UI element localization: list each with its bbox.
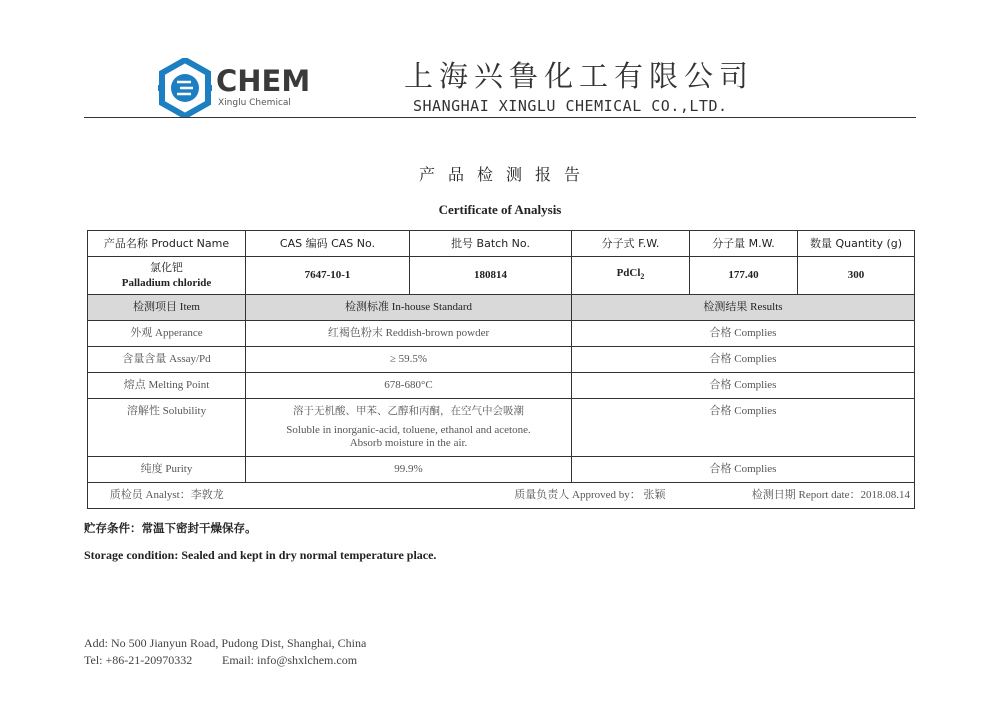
analyst-label: 质检员 Analyst：李敦龙 <box>88 483 246 509</box>
product-name-cell <box>88 257 246 295</box>
company-name-en: SHANGHAI XINGLU CHEMICAL CO.,LTD. <box>413 97 728 115</box>
formula-value <box>572 257 690 295</box>
solubility-en-2: Absorb moisture in the air. <box>349 437 468 449</box>
product-header-row <box>88 231 915 257</box>
header-cas: CAS 编码 CAS No. <box>246 231 410 257</box>
batch-value: 180814 <box>410 257 572 295</box>
result-appearance: 合格 Complies <box>572 321 915 347</box>
footer-email: Email: info@shxlchem.com <box>222 653 358 667</box>
item-solubility: 溶解性 Solubility <box>88 399 246 457</box>
result-melting-point: 合格 Complies <box>572 373 915 399</box>
test-header-row <box>88 295 915 321</box>
standard-melting-point: 678-680°C <box>246 373 572 399</box>
footer-address: Add: No 500 Jianyun Road, Pudong Dist, Shanghai, China <box>84 636 367 650</box>
product-name-en: Palladium chloride <box>121 277 212 289</box>
standard-assay: ≥ 59.5% <box>246 347 572 373</box>
company-logo-icon <box>158 58 212 118</box>
report-date-label: 检测日期 Report date：2018.08.14 <box>690 483 915 509</box>
report-title-en: Certificate of Analysis <box>438 202 562 217</box>
approved-label: 质量负责人 Approved by： 张颖 <box>246 483 690 509</box>
footer-phone-email <box>84 652 366 669</box>
formula-subscript: 2 <box>640 272 645 282</box>
cas-value: 7647-10-1 <box>246 257 410 295</box>
standard-solubility <box>246 399 572 457</box>
standard-appearance: 红褐色粉末 Reddish-brown powder <box>246 321 572 347</box>
analysis-table <box>87 230 915 509</box>
product-values-row <box>88 257 915 295</box>
header-standard: 检测标准 In-house Standard <box>246 295 572 321</box>
storage-condition-cn: 贮存条件：常温下密封干燥保存。 <box>84 521 257 535</box>
item-melting-point: 熔点 Melting Point <box>88 373 246 399</box>
header-results: 检测结果 Results <box>572 295 915 321</box>
result-assay: 合格 Complies <box>572 347 915 373</box>
table-row <box>88 347 915 373</box>
item-appearance: 外观 Apperance <box>88 321 246 347</box>
storage-condition-en: Storage condition: Sealed and kept in dry normal temperature place. <box>84 548 437 562</box>
quantity-value: 300 <box>798 257 915 295</box>
solubility-en-1: Soluble in inorganic-acid, toluene, ethanol and acetone. <box>286 424 531 436</box>
logo-subtitle: Xinglu Chemical <box>218 98 291 108</box>
result-purity: 合格 Complies <box>572 457 915 483</box>
header-item: 检测项目 Item <box>88 295 246 321</box>
formula-main: PdCl <box>616 267 641 280</box>
header-mw: 分子量 M.W. <box>690 231 798 257</box>
signature-row <box>88 483 915 509</box>
table-row <box>88 399 915 457</box>
solubility-cn: 溶于无机酸、甲苯、乙醇和丙酮，在空气中会吸潮 <box>293 405 524 417</box>
item-purity: 纯度 Purity <box>88 457 246 483</box>
company-name-cn: 上海兴鲁化工有限公司 <box>404 59 755 93</box>
header-product-name: 产品名称 Product Name <box>88 231 246 257</box>
footer-tel: Tel: +86-21-20970332 <box>84 653 193 667</box>
item-assay: 含量含量 Assay/Pd <box>88 347 246 373</box>
table-row <box>88 373 915 399</box>
result-solubility: 合格 Complies <box>572 399 915 457</box>
header-batch: 批号 Batch No. <box>410 231 572 257</box>
table-row <box>88 457 915 483</box>
header-formula: 分子式 F.W. <box>572 231 690 257</box>
table-row <box>88 321 915 347</box>
mw-value: 177.40 <box>690 257 798 295</box>
header-divider <box>84 117 916 118</box>
product-name-cn: 氯化钯 <box>150 261 183 274</box>
logo-wordmark: CHEM <box>216 64 311 98</box>
report-title-cn: 产品检测报告 <box>418 165 593 184</box>
header-quantity: 数量 Quantity (g) <box>798 231 915 257</box>
footer-contact <box>84 635 366 669</box>
standard-purity: 99.9% <box>246 457 572 483</box>
